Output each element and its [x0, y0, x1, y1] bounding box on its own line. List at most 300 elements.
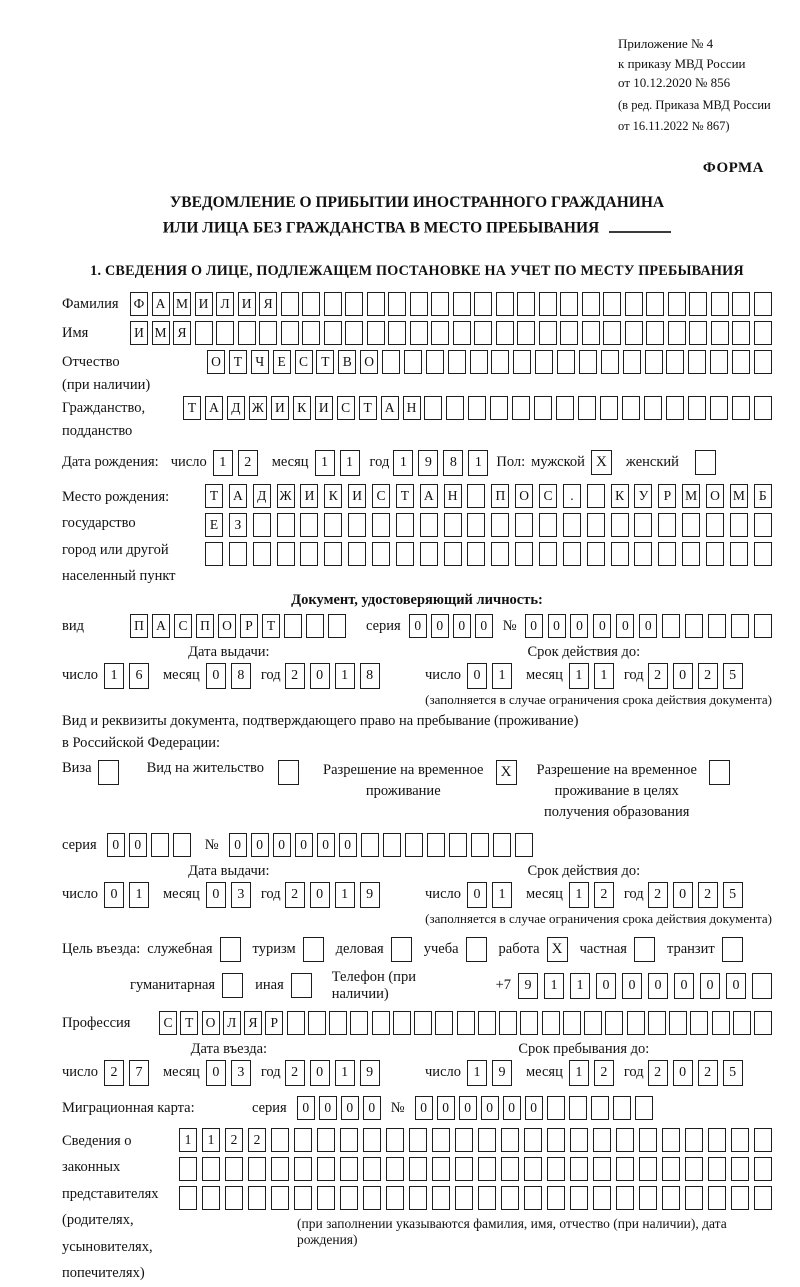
char-cell[interactable]: [340, 1128, 358, 1152]
char-cell[interactable]: [501, 1157, 519, 1181]
char-cell[interactable]: [644, 396, 662, 420]
char-cell[interactable]: [669, 1011, 687, 1035]
char-cell[interactable]: [271, 1157, 289, 1181]
char-cell[interactable]: [427, 833, 445, 857]
char-cell[interactable]: [404, 350, 422, 374]
char-cell[interactable]: [448, 350, 466, 374]
char-cell[interactable]: 0: [467, 882, 487, 908]
char-cell[interactable]: [685, 1157, 703, 1181]
char-cell[interactable]: [690, 1011, 708, 1035]
char-cell[interactable]: [646, 321, 664, 345]
checkbox-visa[interactable]: [98, 760, 119, 785]
checkbox-temp-residence-edu[interactable]: [709, 760, 730, 785]
char-cell[interactable]: [363, 1157, 381, 1181]
char-cell[interactable]: [478, 1128, 496, 1152]
char-cell[interactable]: [689, 292, 707, 316]
char-cell[interactable]: [478, 1157, 496, 1181]
char-cell[interactable]: [324, 542, 342, 566]
char-cell[interactable]: [547, 1096, 565, 1120]
char-cell[interactable]: Ф: [130, 292, 148, 316]
char-cell[interactable]: 0: [673, 1060, 693, 1086]
char-cell[interactable]: [616, 1186, 634, 1210]
char-cell[interactable]: [578, 396, 596, 420]
char-cell[interactable]: [294, 1157, 312, 1181]
char-cell[interactable]: [238, 321, 256, 345]
permit-expiry-year-cells[interactable]: [648, 882, 743, 908]
char-cell[interactable]: [300, 513, 318, 537]
char-cell[interactable]: [517, 292, 535, 316]
char-cell[interactable]: [689, 321, 707, 345]
char-cell[interactable]: [317, 1157, 335, 1181]
char-cell[interactable]: 0: [341, 1096, 359, 1120]
migration-number-cells[interactable]: [415, 1096, 653, 1120]
birth-place-cells-row1[interactable]: [205, 484, 772, 508]
char-cell[interactable]: 2: [225, 1128, 243, 1152]
doc-issue-month-cells[interactable]: [206, 663, 251, 689]
phone-cells[interactable]: [518, 973, 772, 999]
char-cell[interactable]: [515, 513, 533, 537]
char-cell[interactable]: 0: [648, 973, 668, 999]
char-cell[interactable]: Я: [244, 1011, 262, 1035]
char-cell[interactable]: 9: [360, 1060, 380, 1086]
char-cell[interactable]: [363, 1128, 381, 1152]
char-cell[interactable]: [524, 1128, 542, 1152]
char-cell[interactable]: 1: [569, 663, 589, 689]
char-cell[interactable]: 0: [415, 1096, 433, 1120]
char-cell[interactable]: [317, 1128, 335, 1152]
char-cell[interactable]: 0: [548, 614, 566, 638]
char-cell[interactable]: [569, 1096, 587, 1120]
char-cell[interactable]: [570, 1157, 588, 1181]
char-cell[interactable]: 1: [544, 973, 564, 999]
char-cell[interactable]: [367, 321, 385, 345]
char-cell[interactable]: [685, 1128, 703, 1152]
char-cell[interactable]: [287, 1011, 305, 1035]
char-cell[interactable]: [710, 396, 728, 420]
char-cell[interactable]: [467, 513, 485, 537]
char-cell[interactable]: И: [300, 484, 318, 508]
char-cell[interactable]: 0: [431, 614, 449, 638]
char-cell[interactable]: [520, 1011, 538, 1035]
char-cell[interactable]: [593, 1157, 611, 1181]
char-cell[interactable]: [386, 1128, 404, 1152]
permit-expiry-month-cells[interactable]: [569, 882, 614, 908]
char-cell[interactable]: 2: [698, 1060, 718, 1086]
char-cell[interactable]: [409, 1186, 427, 1210]
char-cell[interactable]: 2: [238, 450, 258, 476]
char-cell[interactable]: 9: [360, 882, 380, 908]
char-cell[interactable]: [560, 292, 578, 316]
char-cell[interactable]: [300, 542, 318, 566]
char-cell[interactable]: 1: [340, 450, 360, 476]
checkbox-tourism[interactable]: [303, 937, 324, 962]
char-cell[interactable]: [348, 513, 366, 537]
char-cell[interactable]: [732, 396, 750, 420]
char-cell[interactable]: [752, 973, 772, 999]
char-cell[interactable]: П: [491, 484, 509, 508]
char-cell[interactable]: [648, 1011, 666, 1035]
char-cell[interactable]: О: [202, 1011, 220, 1035]
char-cell[interactable]: [563, 513, 581, 537]
char-cell[interactable]: 0: [297, 1096, 315, 1120]
char-cell[interactable]: 1: [335, 1060, 355, 1086]
char-cell[interactable]: [281, 292, 299, 316]
char-cell[interactable]: [639, 1128, 657, 1152]
char-cell[interactable]: [524, 1186, 542, 1210]
char-cell[interactable]: Я: [259, 292, 277, 316]
char-cell[interactable]: [539, 513, 557, 537]
char-cell[interactable]: [205, 542, 223, 566]
char-cell[interactable]: [625, 292, 643, 316]
char-cell[interactable]: Б: [754, 484, 772, 508]
char-cell[interactable]: О: [360, 350, 378, 374]
char-cell[interactable]: Л: [223, 1011, 241, 1035]
char-cell[interactable]: [732, 350, 750, 374]
char-cell[interactable]: Т: [205, 484, 223, 508]
char-cell[interactable]: [329, 1011, 347, 1035]
char-cell[interactable]: [345, 321, 363, 345]
char-cell[interactable]: 0: [596, 973, 616, 999]
char-cell[interactable]: [225, 1186, 243, 1210]
char-cell[interactable]: 2: [594, 882, 614, 908]
char-cell[interactable]: [593, 1186, 611, 1210]
char-cell[interactable]: [732, 321, 750, 345]
doc-expiry-month-cells[interactable]: [569, 663, 614, 689]
checkbox-male[interactable]: X: [591, 450, 612, 475]
char-cell[interactable]: [754, 292, 772, 316]
char-cell[interactable]: П: [196, 614, 214, 638]
char-cell[interactable]: [616, 1128, 634, 1152]
char-cell[interactable]: [754, 321, 772, 345]
char-cell[interactable]: [733, 1011, 751, 1035]
checkbox-female[interactable]: [695, 450, 716, 475]
char-cell[interactable]: [645, 350, 663, 374]
char-cell[interactable]: [730, 542, 748, 566]
char-cell[interactable]: 1: [129, 882, 149, 908]
char-cell[interactable]: А: [229, 484, 247, 508]
char-cell[interactable]: [730, 513, 748, 537]
char-cell[interactable]: 0: [251, 833, 269, 857]
char-cell[interactable]: 1: [594, 663, 614, 689]
char-cell[interactable]: 8: [443, 450, 463, 476]
char-cell[interactable]: [195, 321, 213, 345]
char-cell[interactable]: 2: [285, 1060, 305, 1086]
char-cell[interactable]: 0: [525, 614, 543, 638]
char-cell[interactable]: А: [420, 484, 438, 508]
char-cell[interactable]: [388, 321, 406, 345]
char-cell[interactable]: [682, 513, 700, 537]
char-cell[interactable]: [271, 1128, 289, 1152]
char-cell[interactable]: 2: [698, 882, 718, 908]
char-cell[interactable]: 0: [295, 833, 313, 857]
permit-issue-day-cells[interactable]: [104, 882, 149, 908]
char-cell[interactable]: [754, 614, 772, 638]
char-cell[interactable]: 0: [310, 1060, 330, 1086]
char-cell[interactable]: [666, 396, 684, 420]
char-cell[interactable]: [324, 513, 342, 537]
char-cell[interactable]: 0: [453, 614, 471, 638]
char-cell[interactable]: [587, 484, 605, 508]
char-cell[interactable]: [467, 484, 485, 508]
entry-year-cells[interactable]: [285, 1060, 380, 1086]
char-cell[interactable]: [396, 513, 414, 537]
char-cell[interactable]: 5: [723, 1060, 743, 1086]
char-cell[interactable]: [431, 292, 449, 316]
char-cell[interactable]: 1: [467, 1060, 487, 1086]
char-cell[interactable]: 2: [698, 663, 718, 689]
char-cell[interactable]: [302, 321, 320, 345]
citizenship-cells[interactable]: [183, 396, 772, 420]
char-cell[interactable]: 1: [335, 663, 355, 689]
char-cell[interactable]: [712, 1011, 730, 1035]
char-cell[interactable]: [449, 833, 467, 857]
char-cell[interactable]: [294, 1128, 312, 1152]
char-cell[interactable]: 1: [492, 663, 512, 689]
char-cell[interactable]: Р: [240, 614, 258, 638]
char-cell[interactable]: 1: [315, 450, 335, 476]
char-cell[interactable]: [547, 1128, 565, 1152]
char-cell[interactable]: 2: [285, 663, 305, 689]
char-cell[interactable]: 0: [206, 663, 226, 689]
char-cell[interactable]: [455, 1186, 473, 1210]
char-cell[interactable]: [710, 350, 728, 374]
char-cell[interactable]: Д: [253, 484, 271, 508]
char-cell[interactable]: 0: [616, 614, 634, 638]
char-cell[interactable]: [708, 1186, 726, 1210]
char-cell[interactable]: [444, 513, 462, 537]
char-cell[interactable]: [534, 396, 552, 420]
char-cell[interactable]: [603, 292, 621, 316]
char-cell[interactable]: [539, 321, 557, 345]
char-cell[interactable]: [435, 1011, 453, 1035]
char-cell[interactable]: [639, 1157, 657, 1181]
doc-series-cells[interactable]: [409, 614, 493, 638]
char-cell[interactable]: [711, 292, 729, 316]
checkbox-transit[interactable]: [722, 937, 743, 962]
char-cell[interactable]: 2: [648, 663, 668, 689]
doc-expiry-day-cells[interactable]: [467, 663, 512, 689]
char-cell[interactable]: [393, 1011, 411, 1035]
char-cell[interactable]: [409, 1128, 427, 1152]
char-cell[interactable]: Я: [173, 321, 191, 345]
char-cell[interactable]: [623, 350, 641, 374]
representatives-cells-row2[interactable]: [179, 1157, 772, 1181]
char-cell[interactable]: [601, 350, 619, 374]
char-cell[interactable]: 0: [570, 614, 588, 638]
char-cell[interactable]: [453, 292, 471, 316]
char-cell[interactable]: 8: [360, 663, 380, 689]
char-cell[interactable]: [426, 350, 444, 374]
char-cell[interactable]: [420, 542, 438, 566]
char-cell[interactable]: [613, 1096, 631, 1120]
char-cell[interactable]: [367, 292, 385, 316]
char-cell[interactable]: .: [563, 484, 581, 508]
char-cell[interactable]: [560, 321, 578, 345]
char-cell[interactable]: [179, 1186, 197, 1210]
char-cell[interactable]: [711, 321, 729, 345]
char-cell[interactable]: Т: [180, 1011, 198, 1035]
stay-day-cells[interactable]: [467, 1060, 512, 1086]
char-cell[interactable]: В: [338, 350, 356, 374]
char-cell[interactable]: [324, 321, 342, 345]
char-cell[interactable]: Н: [444, 484, 462, 508]
char-cell[interactable]: [248, 1186, 266, 1210]
char-cell[interactable]: [420, 513, 438, 537]
char-cell[interactable]: [317, 1186, 335, 1210]
char-cell[interactable]: 2: [648, 1060, 668, 1086]
stay-year-cells[interactable]: [648, 1060, 743, 1086]
char-cell[interactable]: 0: [339, 833, 357, 857]
char-cell[interactable]: [685, 614, 703, 638]
char-cell[interactable]: [627, 1011, 645, 1035]
char-cell[interactable]: [444, 542, 462, 566]
char-cell[interactable]: [688, 350, 706, 374]
char-cell[interactable]: 1: [202, 1128, 220, 1152]
char-cell[interactable]: [547, 1157, 565, 1181]
char-cell[interactable]: [591, 1096, 609, 1120]
char-cell[interactable]: [515, 833, 533, 857]
char-cell[interactable]: М: [682, 484, 700, 508]
char-cell[interactable]: О: [706, 484, 724, 508]
char-cell[interactable]: [294, 1186, 312, 1210]
char-cell[interactable]: [432, 1157, 450, 1181]
doc-expiry-year-cells[interactable]: [648, 663, 743, 689]
char-cell[interactable]: 0: [363, 1096, 381, 1120]
birth-month-cells[interactable]: [315, 450, 360, 476]
char-cell[interactable]: [281, 321, 299, 345]
migration-series-cells[interactable]: [297, 1096, 381, 1120]
doc-issue-day-cells[interactable]: [104, 663, 149, 689]
char-cell[interactable]: 1: [393, 450, 413, 476]
char-cell[interactable]: [471, 833, 489, 857]
char-cell[interactable]: [539, 292, 557, 316]
char-cell[interactable]: [386, 1186, 404, 1210]
char-cell[interactable]: Ж: [249, 396, 267, 420]
char-cell[interactable]: [474, 292, 492, 316]
char-cell[interactable]: 1: [569, 882, 589, 908]
char-cell[interactable]: [453, 321, 471, 345]
char-cell[interactable]: [410, 292, 428, 316]
char-cell[interactable]: 0: [310, 663, 330, 689]
char-cell[interactable]: 3: [231, 882, 251, 908]
char-cell[interactable]: [271, 1186, 289, 1210]
char-cell[interactable]: С: [372, 484, 390, 508]
char-cell[interactable]: [593, 1128, 611, 1152]
birth-year-cells[interactable]: [393, 450, 488, 476]
char-cell[interactable]: [557, 350, 575, 374]
char-cell[interactable]: [179, 1157, 197, 1181]
char-cell[interactable]: [754, 513, 772, 537]
char-cell[interactable]: [277, 542, 295, 566]
char-cell[interactable]: [662, 614, 680, 638]
char-cell[interactable]: 0: [129, 833, 147, 857]
char-cell[interactable]: [383, 833, 401, 857]
char-cell[interactable]: [634, 513, 652, 537]
char-cell[interactable]: [587, 513, 605, 537]
char-cell[interactable]: 0: [593, 614, 611, 638]
char-cell[interactable]: 2: [104, 1060, 124, 1086]
char-cell[interactable]: [754, 1186, 772, 1210]
char-cell[interactable]: 1: [468, 450, 488, 476]
char-cell[interactable]: [173, 833, 191, 857]
char-cell[interactable]: [340, 1157, 358, 1181]
char-cell[interactable]: 0: [206, 1060, 226, 1086]
char-cell[interactable]: [493, 833, 511, 857]
doc-issue-year-cells[interactable]: [285, 663, 380, 689]
char-cell[interactable]: 0: [639, 614, 657, 638]
char-cell[interactable]: [306, 614, 324, 638]
checkbox-business[interactable]: [391, 937, 412, 962]
char-cell[interactable]: [432, 1128, 450, 1152]
char-cell[interactable]: [490, 396, 508, 420]
char-cell[interactable]: [410, 321, 428, 345]
char-cell[interactable]: З: [229, 513, 247, 537]
char-cell[interactable]: 0: [481, 1096, 499, 1120]
char-cell[interactable]: 1: [213, 450, 233, 476]
char-cell[interactable]: [455, 1157, 473, 1181]
char-cell[interactable]: 0: [310, 882, 330, 908]
char-cell[interactable]: К: [611, 484, 629, 508]
char-cell[interactable]: [248, 1157, 266, 1181]
char-cell[interactable]: [372, 542, 390, 566]
char-cell[interactable]: 2: [285, 882, 305, 908]
char-cell[interactable]: [754, 1157, 772, 1181]
birth-day-cells[interactable]: [213, 450, 258, 476]
char-cell[interactable]: 0: [503, 1096, 521, 1120]
char-cell[interactable]: 0: [319, 1096, 337, 1120]
char-cell[interactable]: [409, 1157, 427, 1181]
char-cell[interactable]: [446, 396, 464, 420]
char-cell[interactable]: 0: [437, 1096, 455, 1120]
char-cell[interactable]: [731, 1186, 749, 1210]
char-cell[interactable]: [350, 1011, 368, 1035]
char-cell[interactable]: [457, 1011, 475, 1035]
char-cell[interactable]: Т: [316, 350, 334, 374]
char-cell[interactable]: С: [295, 350, 313, 374]
permit-series-cells[interactable]: [107, 833, 191, 857]
char-cell[interactable]: [496, 321, 514, 345]
char-cell[interactable]: [706, 542, 724, 566]
char-cell[interactable]: [202, 1157, 220, 1181]
char-cell[interactable]: [308, 1011, 326, 1035]
char-cell[interactable]: [547, 1186, 565, 1210]
char-cell[interactable]: 2: [248, 1128, 266, 1152]
permit-issue-month-cells[interactable]: [206, 882, 251, 908]
char-cell[interactable]: [556, 396, 574, 420]
char-cell[interactable]: 0: [674, 973, 694, 999]
char-cell[interactable]: [666, 350, 684, 374]
char-cell[interactable]: 0: [673, 882, 693, 908]
char-cell[interactable]: [405, 833, 423, 857]
char-cell[interactable]: 9: [492, 1060, 512, 1086]
char-cell[interactable]: 0: [104, 882, 124, 908]
char-cell[interactable]: Т: [262, 614, 280, 638]
char-cell[interactable]: Ч: [251, 350, 269, 374]
char-cell[interactable]: [345, 292, 363, 316]
char-cell[interactable]: И: [348, 484, 366, 508]
permit-expiry-day-cells[interactable]: [467, 882, 512, 908]
char-cell[interactable]: 3: [231, 1060, 251, 1086]
char-cell[interactable]: [512, 396, 530, 420]
char-cell[interactable]: М: [173, 292, 191, 316]
char-cell[interactable]: [277, 513, 295, 537]
char-cell[interactable]: [468, 396, 486, 420]
char-cell[interactable]: [361, 833, 379, 857]
char-cell[interactable]: [535, 350, 553, 374]
char-cell[interactable]: [563, 542, 581, 566]
char-cell[interactable]: [253, 542, 271, 566]
char-cell[interactable]: С: [539, 484, 557, 508]
